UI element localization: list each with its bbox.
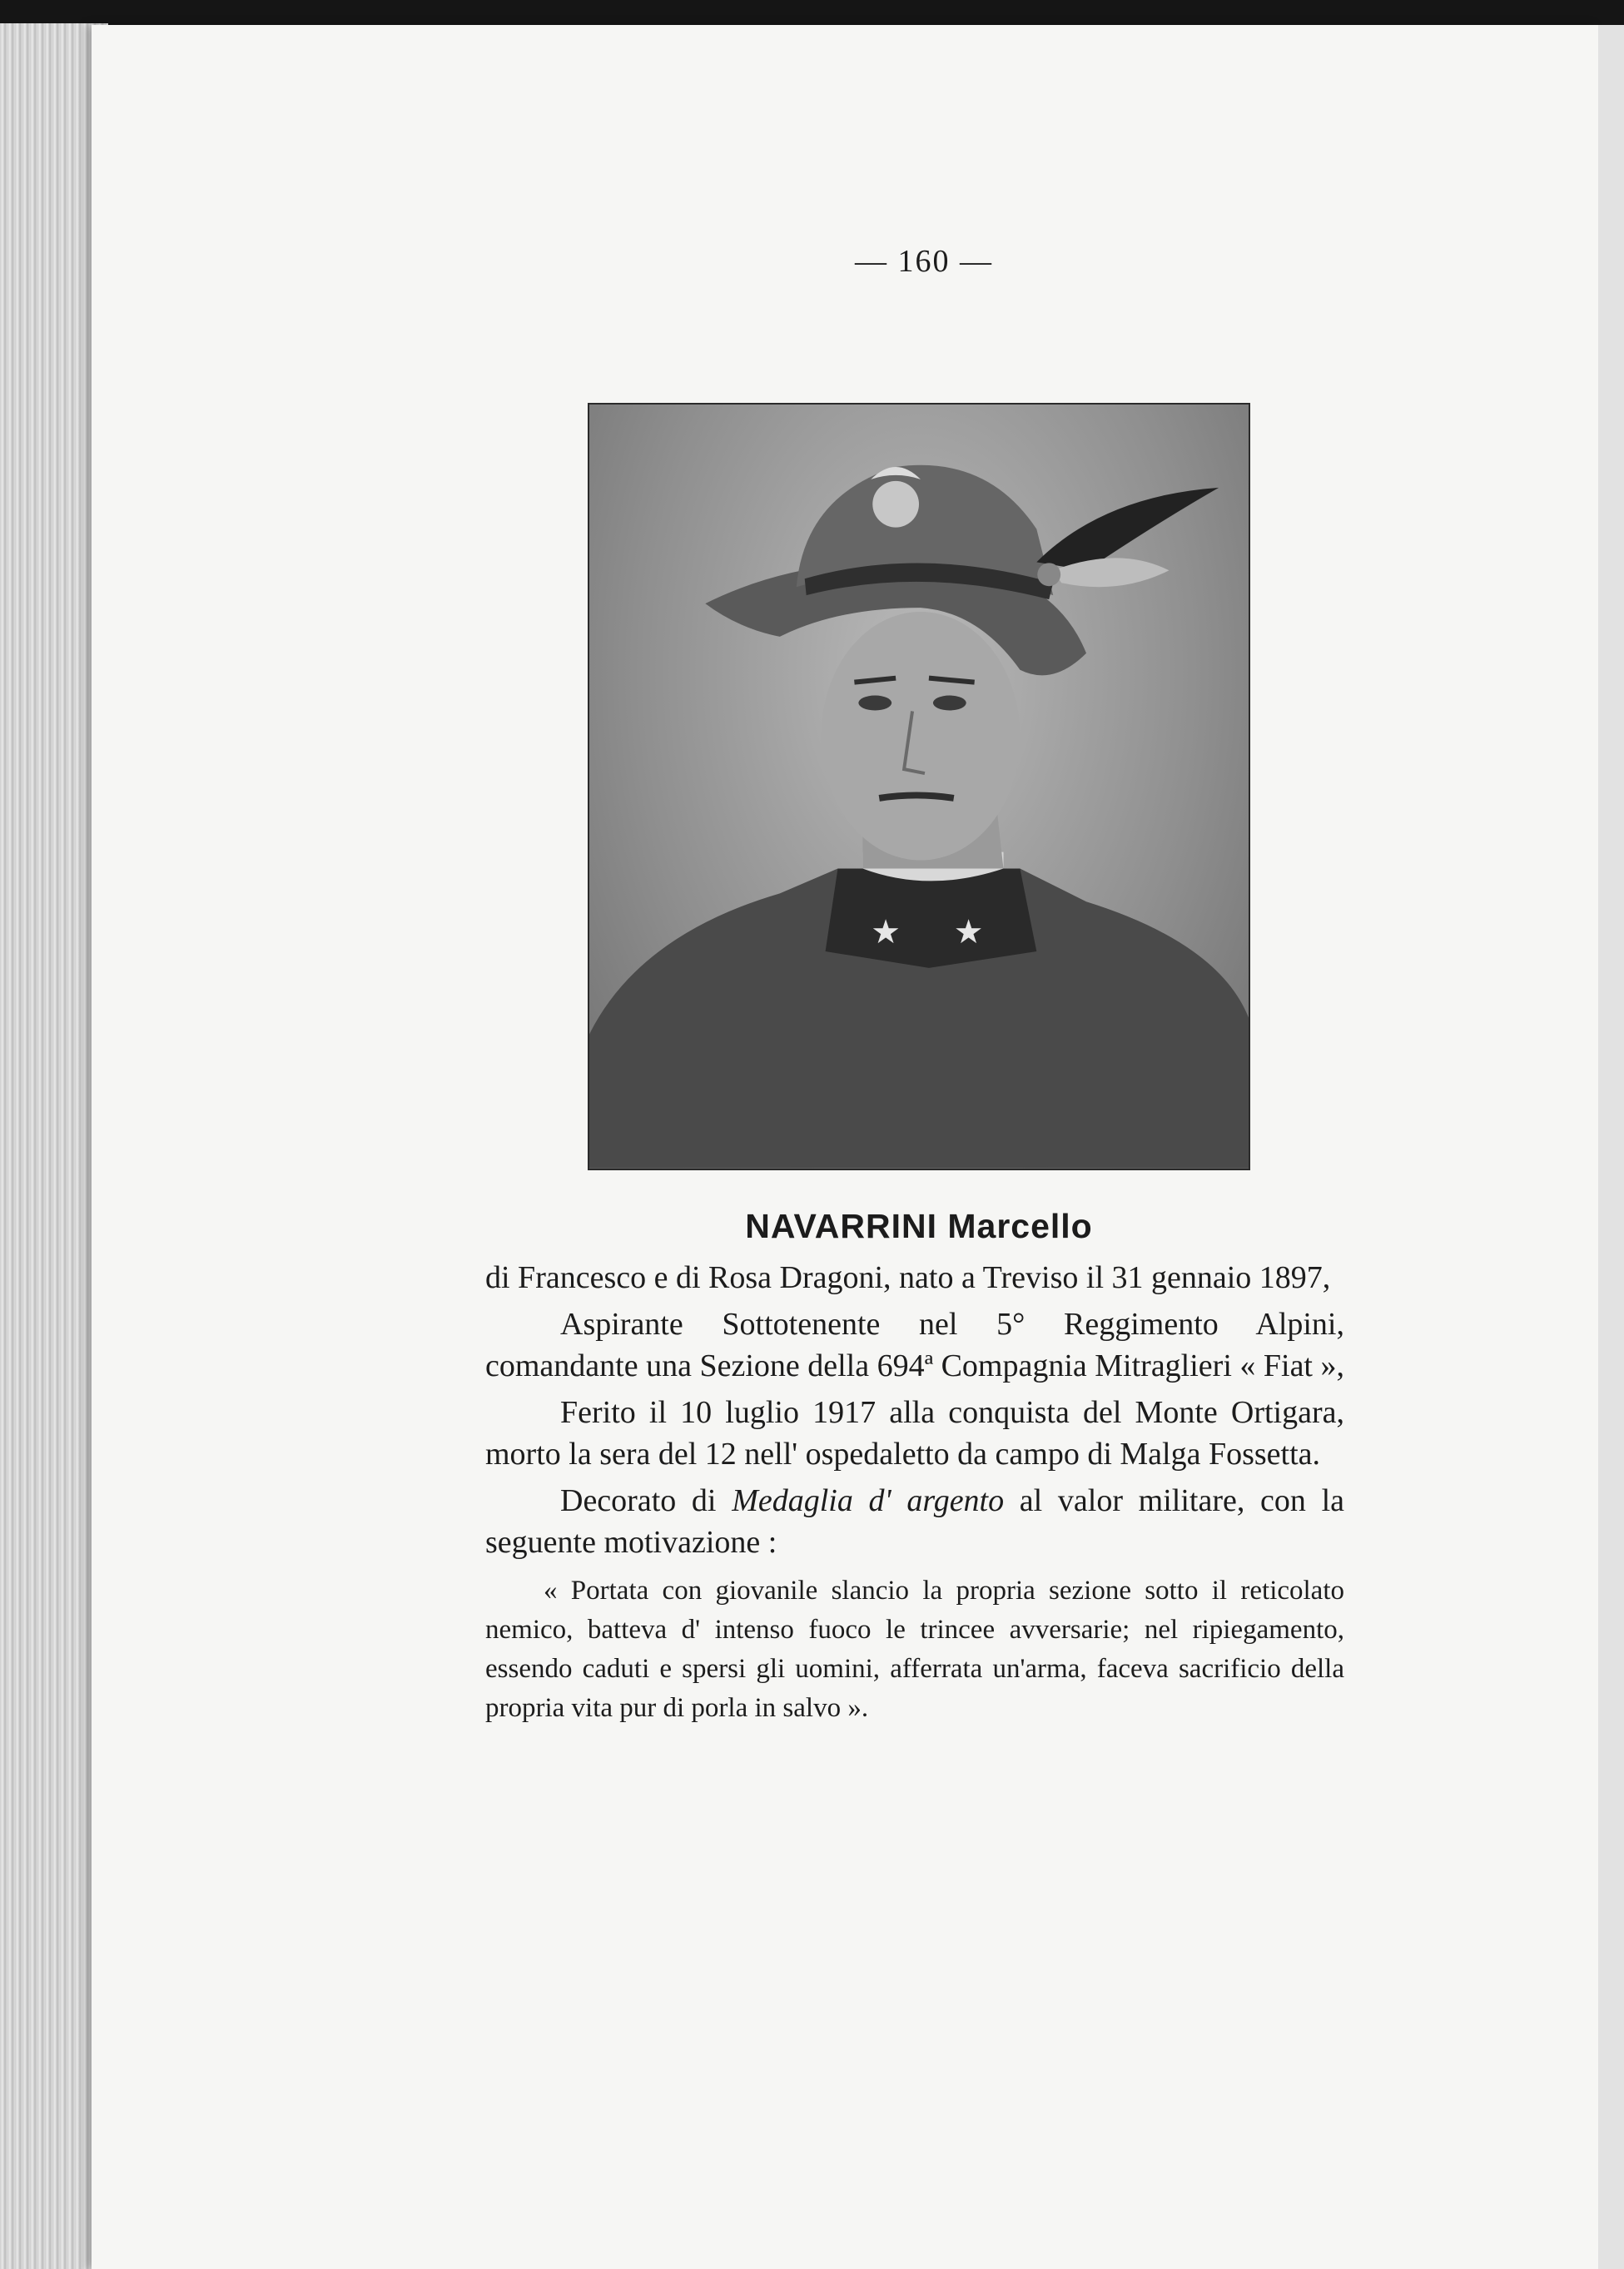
paragraph-rank: Aspirante Sottotenente nel 5° Reggimento Alpini, comandante una Sezione della 694ª Compagnia Mitraglieri « Fiat », xyxy=(485,1307,1344,1383)
given-name: Marcello xyxy=(947,1207,1093,1245)
soldier-portrait-icon xyxy=(589,405,1249,1169)
paragraph-parentage: di Francesco e di Rosa Dragoni, nato a Treviso il 31 gennaio 1897, xyxy=(485,1260,1331,1295)
biography-text xyxy=(485,1257,1344,1733)
surname: NAVARRINI xyxy=(745,1207,937,1245)
scanner-border xyxy=(0,0,1624,28)
page-right-edge xyxy=(1598,25,1624,2269)
person-name-heading xyxy=(588,1207,1250,1246)
svg-text:★: ★ xyxy=(953,913,984,952)
medal-name: Medaglia d' argento xyxy=(732,1483,1005,1518)
page-number: — 160 — xyxy=(855,244,993,279)
decoration-suffix: al valor militare, con la seguente motivazione : xyxy=(485,1483,1345,1560)
paragraph-death: Ferito il 10 luglio 1917 alla conquista del Monte Ortigara, morto la sera del 12 nell' ospedaletto da campo di Malga Fossetta. xyxy=(485,1395,1344,1472)
soldier-portrait-photo xyxy=(588,403,1250,1170)
citation-quote: « Portata con giovanile slancio la propria sezione sotto il reticolato nemico, batteva d' intenso fuoco le trincee avversarie; nel ripiegamento, essendo caduti e spersi gli uomini, afferrata un'arma, faceva sacrificio della propria vita pur di porla in salvo ». xyxy=(485,1576,1344,1723)
paragraph-decoration xyxy=(485,1480,1344,1563)
decoration-prefix: Decorato di xyxy=(560,1483,733,1518)
svg-text:★: ★ xyxy=(871,913,901,952)
